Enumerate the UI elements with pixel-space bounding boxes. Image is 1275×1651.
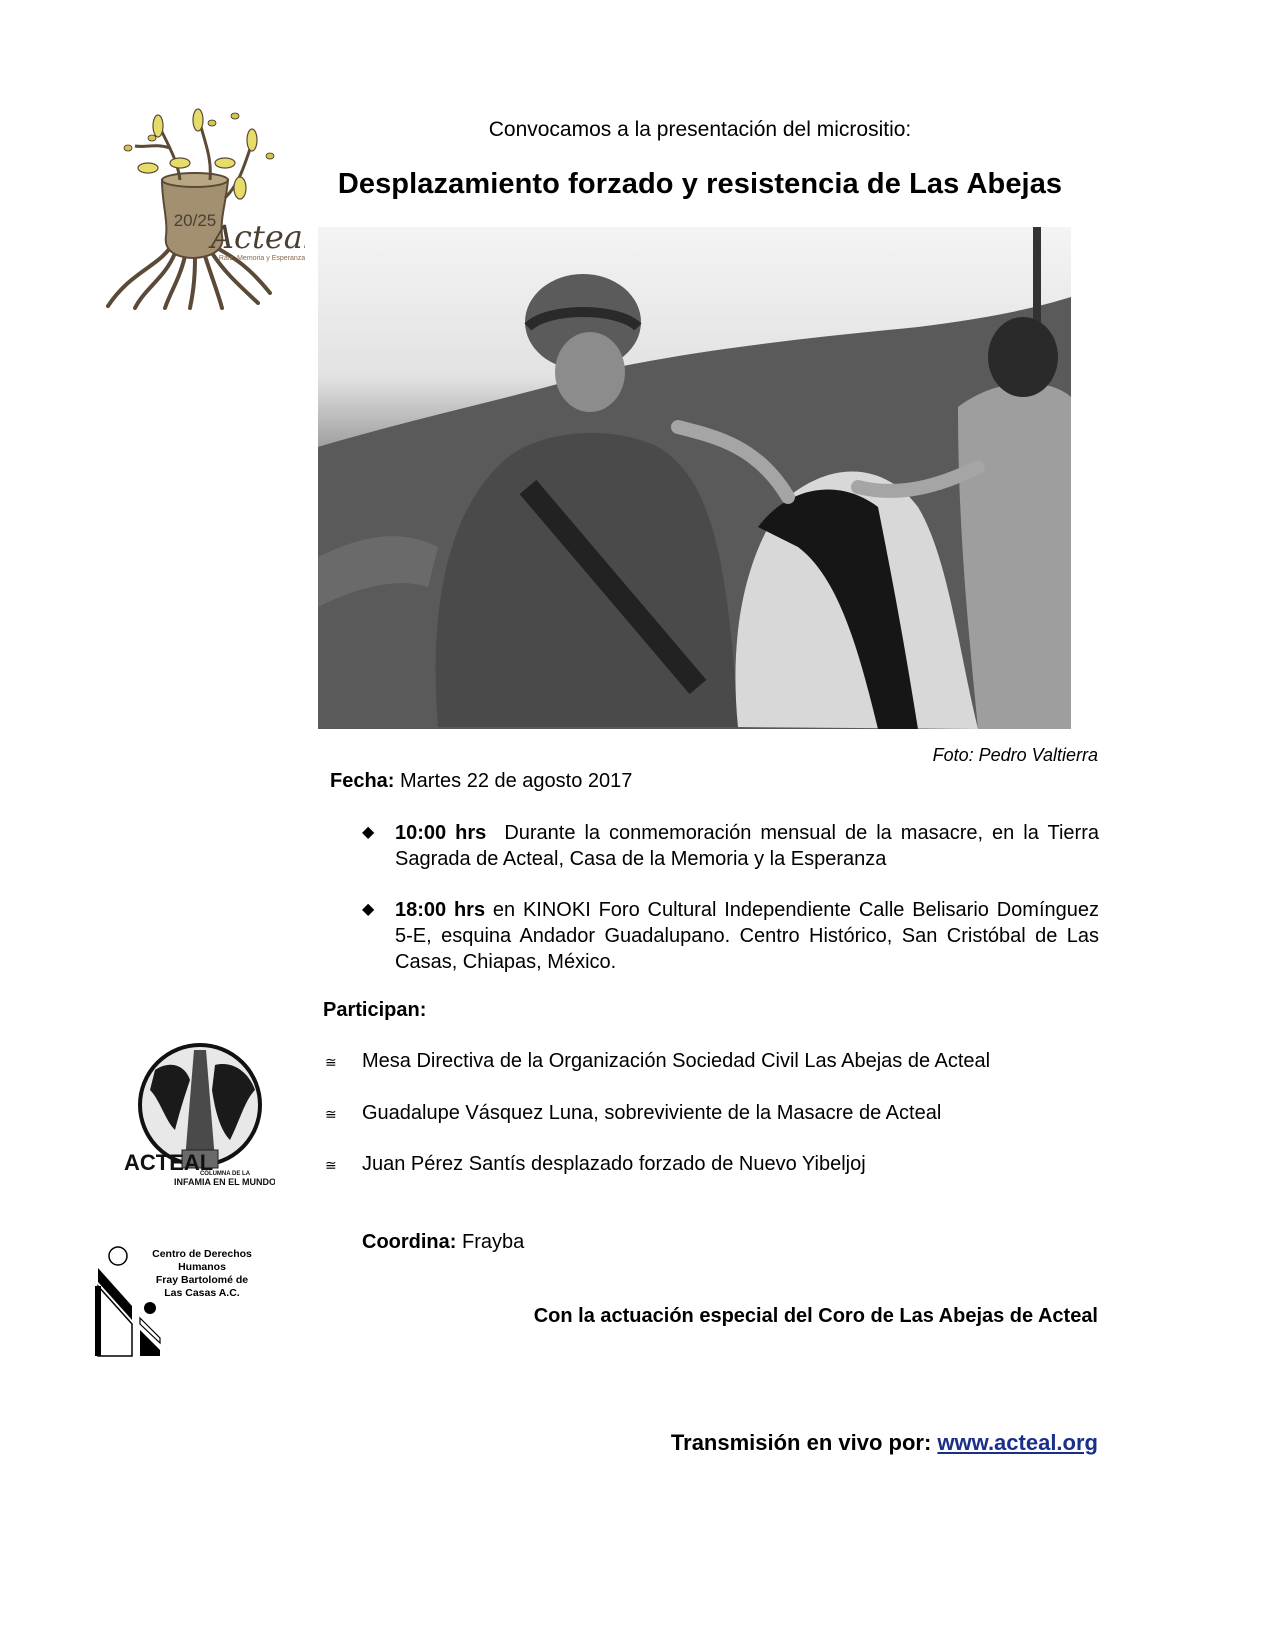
congruent-bullet-icon: ≅ [325,1157,337,1173]
coordinator-value: Frayba [456,1231,525,1253]
livestream-label: Transmisión en vivo por: [670,1430,938,1455]
acteal-link[interactable]: www.acteal.org [937,1430,1098,1455]
schedule-description: en KINOKI Foro Cultural Independiente Calle Belisario Domínguez 5-E, esquina Andador Guadalupano. Centro Histórico, San Cristóbal de Las Casas, Chiapas, México. [395,899,1099,973]
photo-credit: Foto: Pedro Valtierra [932,745,1098,765]
svg-text:Acteal: Acteal [210,218,305,256]
frayba-logo-text: Centro de Derechos Humanos Fray Bartolomé de Las Casas A.C. [152,1248,252,1299]
acteal-tree-logo [100,108,305,313]
globe-column-icon [120,1040,275,1190]
svg-text:INFAMIA EN EL MUNDO: INFAMIA EN EL MUNDO [173,1177,275,1187]
participant-name: Mesa Directiva de la Organización Sociedad Civil Las Abejas de Acteal [362,1050,991,1072]
coordinator [362,1231,524,1254]
date-value: Martes 22 de agosto 2017 [394,770,633,792]
date-label: Fecha: [330,770,395,792]
tree-roots-icon [100,108,305,313]
congruent-bullet-icon: ≅ [325,1106,337,1122]
schedule-time: 18:00 hrs [395,899,486,921]
participant-name: Guadalupe Vásquez Luna, sobreviviente de la Masacre de Acteal [362,1102,942,1124]
coordinator-label: Coordina: [362,1231,457,1253]
diamond-bullet-icon: ◆ [362,901,375,918]
livestream-line [520,1430,1098,1456]
svg-text:Raíz, Memoria y Esperanza: Raíz, Memoria y Esperanza [218,255,305,262]
choir-note: Con la actuación especial del Coro de Las Abejas de Acteal [533,1305,1098,1327]
svg-text:ACTEAL: ACTEAL [124,1150,214,1175]
event-date [330,770,632,793]
participant-name: Juan Pérez Santís desplazado forzado de Nuevo Yibeljoj [362,1153,866,1175]
event-photo [318,227,1071,729]
intro-text: Convocamos a la presentación del micrositio: [488,118,912,141]
schedule-text [395,820,1105,872]
schedule-time: 10:00 hrs [395,822,487,844]
diamond-bullet-icon: ◆ [362,824,375,841]
photo-illustration [318,227,1071,729]
svg-text:COLUMNA DE LA: COLUMNA DE LA [199,1171,251,1177]
columna-infamia-logo [120,1040,275,1190]
schedule-description: Durante la conmemoración mensual de la masacre, en la Tierra Sagrada de Acteal, Casa de la Memoria y la Esperanza [395,822,1105,870]
page-title: Desplazamiento forzado y resistencia de Las Abejas [337,168,1063,200]
schedule-text [395,897,1099,975]
participants-heading: Participan: [323,999,427,1021]
frayba-logo [90,1238,265,1363]
svg-text:20/25: 20/25 [173,211,217,230]
congruent-bullet-icon: ≅ [325,1054,337,1070]
